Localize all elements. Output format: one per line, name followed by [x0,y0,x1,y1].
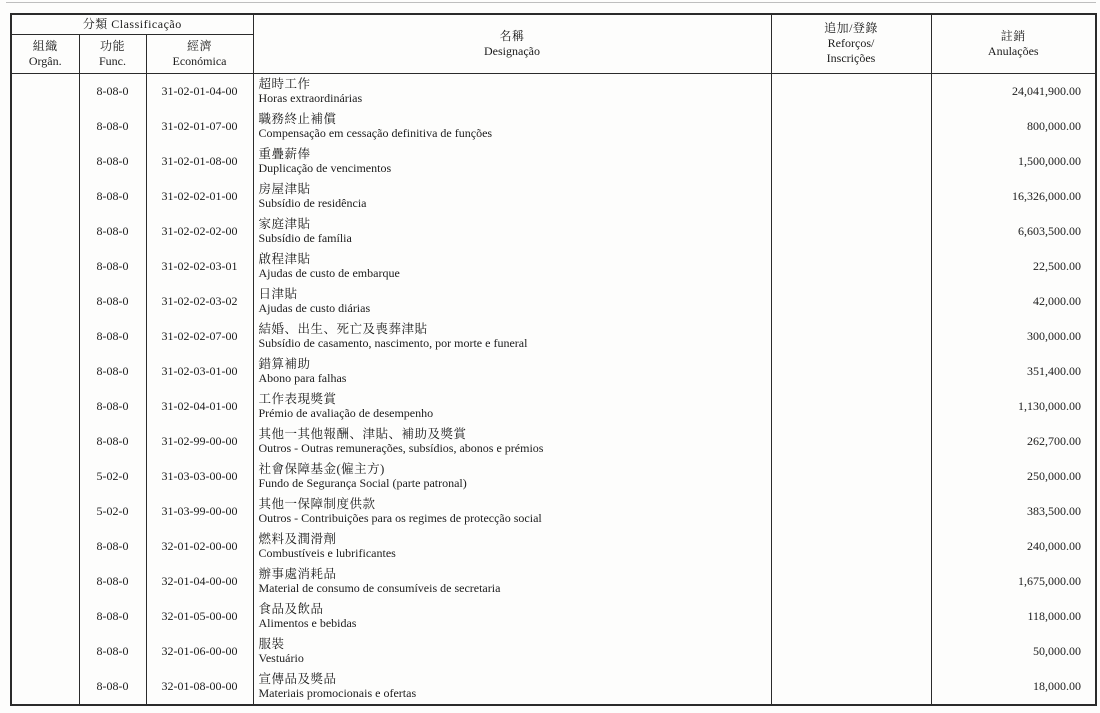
cell-anulacoes-value: 240,000.00 [931,529,1096,564]
designation-zh: 房屋津貼 [258,182,311,196]
cell-anulacoes-value: 250,000.00 [931,459,1096,494]
cell-reforcos-value [771,319,931,354]
cell-organ-code [11,669,79,705]
cell-organ-code [11,459,79,494]
cell-econ-code: 32-01-05-00-00 [146,599,253,634]
cell-func-code: 8-08-0 [79,564,146,599]
cell-anulacoes-value: 18,000.00 [931,669,1096,705]
designation-pt: Materiais promocionais e ofertas [258,686,417,700]
cell-designation [253,73,771,109]
designation-zh: 其他一其他報酬、津貼、補助及獎賞 [258,427,467,441]
cell-anulacoes-value: 24,041,900.00 [931,73,1096,109]
cell-reforcos-value [771,599,931,634]
header-reforcos-pt-1: Reforços/ [827,36,875,51]
cell-func-code: 8-08-0 [79,599,146,634]
designation-zh: 結婚、出生、死亡及喪葬津貼 [258,322,428,336]
cell-anulacoes-value: 351,400.00 [931,354,1096,389]
designation-zh: 服裝 [258,637,285,651]
cell-reforcos-value [771,249,931,284]
cell-designation [253,249,771,284]
cell-econ-code: 32-01-04-00-00 [146,564,253,599]
cell-designation [253,179,771,214]
table-row [11,214,1096,249]
table-row [11,284,1096,319]
cell-anulacoes-value: 1,130,000.00 [931,389,1096,424]
cell-econ-code: 31-02-01-04-00 [146,73,253,109]
header-econ [146,34,253,73]
cell-organ-code [11,354,79,389]
cell-econ-code: 31-02-03-01-00 [146,354,253,389]
cell-econ-code: 31-02-02-07-00 [146,319,253,354]
cell-econ-code: 32-01-06-00-00 [146,634,253,669]
cell-organ-code [11,599,79,634]
cell-anulacoes-value: 118,000.00 [931,599,1096,634]
cell-reforcos-value [771,564,931,599]
cell-func-code: 8-08-0 [79,319,146,354]
designation-zh: 家庭津貼 [258,217,311,231]
cell-reforcos-value [771,214,931,249]
header-designation-pt: Designação [484,43,540,58]
cell-func-code: 8-08-0 [79,284,146,319]
cell-reforcos-value [771,459,931,494]
cell-func-code: 8-08-0 [79,249,146,284]
header-anulacoes-zh: 註銷 [1000,28,1026,43]
cell-anulacoes-value: 1,675,000.00 [931,564,1096,599]
cell-econ-code: 31-02-02-01-00 [146,179,253,214]
cell-reforcos-value [771,109,931,144]
table-row [11,179,1096,214]
cell-func-code: 8-08-0 [79,389,146,424]
cell-func-code: 5-02-0 [79,459,146,494]
header-classification [11,14,253,34]
cell-anulacoes-value: 262,700.00 [931,424,1096,459]
cell-anulacoes-value: 300,000.00 [931,319,1096,354]
cell-anulacoes-value: 50,000.00 [931,634,1096,669]
cell-func-code: 8-08-0 [79,669,146,705]
designation-pt: Subsídio de residência [258,196,367,210]
cell-func-code: 8-08-0 [79,529,146,564]
cell-anulacoes-value: 42,000.00 [931,284,1096,319]
cell-reforcos-value [771,424,931,459]
cell-designation [253,529,771,564]
header-reforcos-zh: 追加/登錄 [824,21,878,36]
cell-designation [253,214,771,249]
cell-anulacoes-value: 16,326,000.00 [931,179,1096,214]
cell-func-code: 8-08-0 [79,354,146,389]
cell-designation [253,319,771,354]
cell-econ-code: 31-03-99-00-00 [146,494,253,529]
designation-zh: 超時工作 [258,77,311,91]
cell-organ-code [11,284,79,319]
header-func-zh: 功能 [99,38,125,53]
table-row [11,459,1096,494]
cell-designation [253,389,771,424]
cell-designation [253,564,771,599]
designation-pt: Fundo de Segurança Social (parte patronal) [258,476,467,490]
table-row [11,424,1096,459]
designation-zh: 工作表現獎賞 [258,392,337,406]
cell-organ-code [11,144,79,179]
designation-pt: Outros - Outras remunerações, subsídios, abonos e prémios [258,441,544,455]
cell-econ-code: 31-02-01-08-00 [146,144,253,179]
table-row [11,529,1096,564]
cell-reforcos-value [771,179,931,214]
table-row [11,109,1096,144]
cell-reforcos-value [771,354,931,389]
designation-pt: Abono para falhas [258,371,347,385]
designation-zh: 辦事處消耗品 [258,567,337,581]
cell-func-code: 8-08-0 [79,144,146,179]
table-row [11,599,1096,634]
header-reforcos-pt-2: Inscrições [826,51,876,66]
cell-anulacoes-value: 6,603,500.00 [931,214,1096,249]
cell-designation [253,424,771,459]
cell-designation [253,459,771,494]
cell-designation [253,669,771,705]
cell-designation [253,494,771,529]
designation-zh: 職務終止補償 [258,112,337,126]
cell-econ-code: 32-01-08-00-00 [146,669,253,705]
header-reforcos [771,14,931,73]
cell-reforcos-value [771,144,931,179]
cell-anulacoes-value: 22,500.00 [931,249,1096,284]
table-row [11,494,1096,529]
cell-organ-code [11,529,79,564]
cell-func-code: 8-08-0 [79,73,146,109]
cell-reforcos-value [771,73,931,109]
scan-artifact-line [6,2,1096,3]
header-designation [253,14,771,73]
table-header [11,14,1096,73]
cell-econ-code: 31-02-01-07-00 [146,109,253,144]
header-designation-zh: 名稱 [499,28,525,43]
cell-organ-code [11,73,79,109]
cell-func-code: 8-08-0 [79,214,146,249]
designation-pt: Outros - Contribuições para os regimes de protecção social [258,511,542,525]
designation-pt: Combustíveis e lubrificantes [258,546,396,560]
header-func [79,34,146,73]
header-organ [11,34,79,73]
cell-organ-code [11,214,79,249]
header-func-pt: Func. [99,53,126,68]
cell-organ-code [11,319,79,354]
table-row [11,564,1096,599]
designation-zh: 宣傳品及獎品 [258,672,337,686]
cell-designation [253,634,771,669]
cell-econ-code: 31-03-03-00-00 [146,459,253,494]
cell-organ-code [11,424,79,459]
header-organ-zh: 組織 [32,38,58,53]
cell-designation [253,599,771,634]
designation-zh: 其他一保障制度供款 [258,497,376,511]
table-row [11,354,1096,389]
designation-pt: Subsídio de casamento, nascimento, por morte e funeral [258,336,528,350]
table-row [11,669,1096,705]
designation-pt: Ajudas de custo diárias [258,301,371,315]
designation-pt: Duplicação de vencimentos [258,161,392,175]
cell-func-code: 8-08-0 [79,179,146,214]
cell-organ-code [11,494,79,529]
table-row [11,144,1096,179]
cell-func-code: 8-08-0 [79,109,146,144]
cell-anulacoes-value: 800,000.00 [931,109,1096,144]
header-anulacoes [931,14,1096,73]
designation-pt: Alimentos e bebidas [258,616,357,630]
designation-zh: 重疊薪俸 [258,147,311,161]
cell-reforcos-value [771,669,931,705]
header-econ-zh: 經濟 [186,38,212,53]
designation-pt: Vestuário [258,651,304,665]
cell-econ-code: 31-02-04-01-00 [146,389,253,424]
cell-anulacoes-value: 1,500,000.00 [931,144,1096,179]
cell-organ-code [11,249,79,284]
cell-reforcos-value [771,389,931,424]
cell-econ-code: 32-01-02-00-00 [146,529,253,564]
designation-pt: Compensação em cessação definitiva de funções [258,126,493,140]
cell-reforcos-value [771,284,931,319]
cell-designation [253,109,771,144]
cell-organ-code [11,109,79,144]
cell-reforcos-value [771,529,931,564]
table-row [11,389,1096,424]
cell-designation [253,144,771,179]
cell-designation [253,284,771,319]
designation-zh: 日津貼 [258,287,298,301]
cell-func-code: 8-08-0 [79,634,146,669]
header-classification-label: 分類 Classificação [82,16,182,31]
budget-table [10,13,1097,706]
designation-zh: 社會保障基金(僱主方) [258,462,385,476]
cell-reforcos-value [771,634,931,669]
designation-zh: 啟程津貼 [258,252,311,266]
cell-econ-code: 31-02-02-02-00 [146,214,253,249]
designation-pt: Ajudas de custo de embarque [258,266,400,280]
table-row [11,319,1096,354]
cell-organ-code [11,634,79,669]
cell-func-code: 5-02-0 [79,494,146,529]
designation-zh: 燃料及潤滑劑 [258,532,337,546]
designation-pt: Material de consumo de consumíveis de secretaria [258,581,501,595]
header-organ-pt: Orgân. [28,53,62,68]
table-row [11,634,1096,669]
cell-designation [253,354,771,389]
cell-organ-code [11,179,79,214]
cell-econ-code: 31-02-99-00-00 [146,424,253,459]
designation-pt: Subsídio de família [258,231,352,245]
designation-pt: Prémio de avaliação de desempenho [258,406,434,420]
cell-econ-code: 31-02-02-03-01 [146,249,253,284]
header-econ-pt: Económica [172,53,227,68]
designation-pt: Horas extraordinárias [258,91,363,105]
designation-zh: 食品及飲品 [258,602,324,616]
table-body [11,73,1096,705]
cell-func-code: 8-08-0 [79,424,146,459]
cell-organ-code [11,389,79,424]
cell-organ-code [11,564,79,599]
cell-econ-code: 31-02-02-03-02 [146,284,253,319]
designation-zh: 錯算補助 [258,357,311,371]
cell-reforcos-value [771,494,931,529]
cell-anulacoes-value: 383,500.00 [931,494,1096,529]
table-row [11,73,1096,109]
table-row [11,249,1096,284]
header-anulacoes-pt: Anulações [987,43,1039,58]
